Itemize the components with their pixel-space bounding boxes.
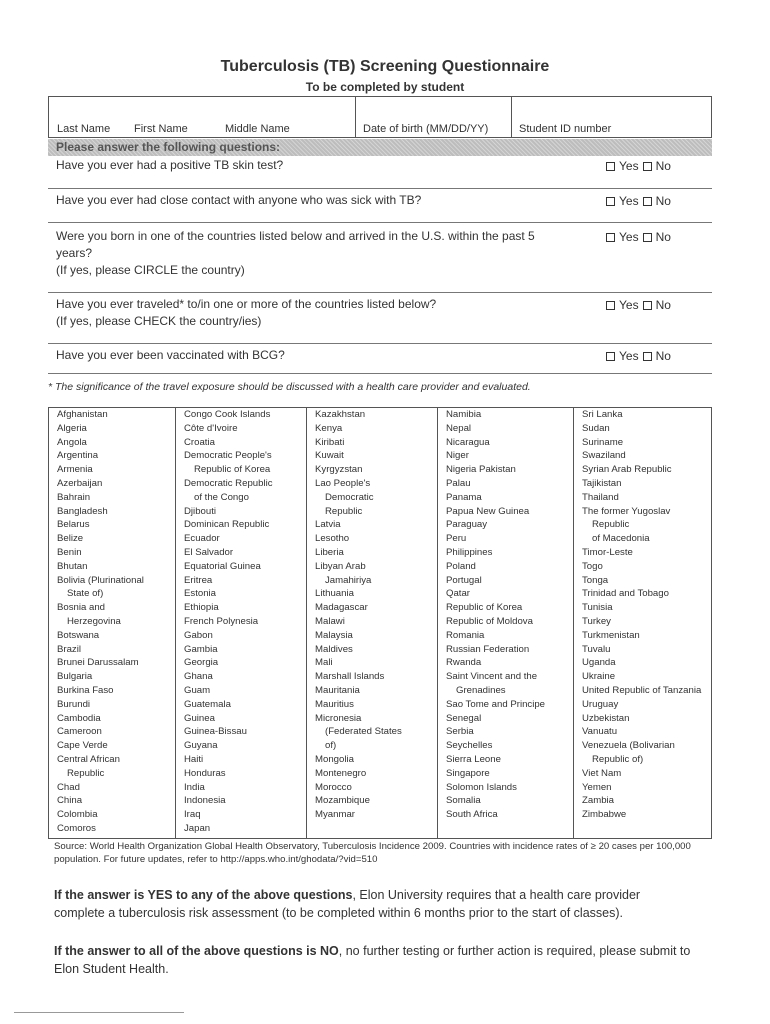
country-item: Maldives [315,643,353,655]
country-item: Republic of Moldova [446,615,533,627]
country-item: Jamahiriya [325,574,372,586]
yes-instructions [54,886,694,922]
country-item: Chad [57,781,80,793]
country-item: Republic of) [592,753,644,765]
country-item: Libyan Arab [315,560,366,572]
country-item: of Macedonia [592,533,650,545]
country-item: Georgia [184,657,219,669]
country-item: Mauritania [315,684,360,696]
country-item: Sao Tome and Principe [446,698,546,710]
country-item: Republic [592,519,630,531]
no-checkbox[interactable] [643,301,652,310]
country-item: Guam [184,684,211,696]
country-item: Mauritius [315,698,354,710]
country-item: Kazakhstan [315,409,366,420]
no-label: No [655,230,671,244]
country-item: Republic of Korea [194,464,271,476]
country-item: Argentina [57,450,99,462]
country-item: Turkey [582,615,611,627]
country-item: Rwanda [446,657,482,669]
country-item: Somalia [446,795,481,807]
country-item: Thailand [582,491,619,503]
country-item: Paraguay [446,519,488,531]
country-item: Japan [184,822,211,834]
country-item: Bulgaria [57,671,93,683]
country-item: Grenadines [456,684,506,696]
country-item: Nigeria Pakistan [446,464,516,476]
country-item: Central African [57,753,120,765]
country-item: Comoros [57,822,96,834]
question-text: Have you ever been vaccinated with BCG? [56,348,285,362]
country-item: Tajikistan [582,477,622,489]
country-item: Indonesia [184,795,226,807]
question-text: (If yes, please CHECK the country/ies) [56,314,262,328]
country-item: Ecuador [184,533,220,545]
divider [48,373,712,374]
country-item: Benin [57,546,82,558]
no-instructions-text: , no further testing or further action is required, please submit to Elon Student Health. [54,944,691,976]
country-item: Seychelles [446,740,493,752]
country-item: Senegal [446,712,482,724]
question-1 [56,157,283,174]
country-item: Nepal [446,422,472,434]
student-info-table [48,96,712,138]
dob-label: Date of birth (MM/DD/YY) [363,123,489,135]
country-item: Lao People's [315,477,371,489]
question-5 [56,347,285,364]
country-item: Guyana [184,740,218,752]
yes-checkbox[interactable] [606,197,615,206]
country-item: Zimbabwe [582,809,627,821]
question-text: Have you ever had close contact with anyone who was sick with TB? [56,193,422,207]
question-text: Have you ever traveled* to/in one or more of the countries listed below? [56,297,437,311]
divider [48,343,712,344]
no-checkbox[interactable] [643,162,652,171]
country-item: Uganda [582,657,616,669]
country-item: Sudan [582,422,610,434]
yes-checkbox[interactable] [606,352,615,361]
country-item: Guinea [184,712,215,724]
country-item: Yemen [582,781,612,793]
country-item: Suriname [582,436,624,448]
country-item: Cape Verde [57,740,108,752]
divider [511,97,512,137]
country-item: Tonga [582,574,609,586]
yes-label: Yes [619,230,639,244]
country-item: Singapore [446,767,490,779]
country-item: Herzegovina [67,615,121,627]
country-item: Romania [446,629,485,641]
yes-checkbox[interactable] [606,301,615,310]
question-3-answer [606,230,671,244]
country-item: Kiribati [315,436,345,448]
country-item: Malaysia [315,629,353,641]
country-item: State of) [67,588,104,600]
question-5-answer [606,349,671,363]
question-text: Have you ever had a positive TB skin test? [56,158,284,172]
country-item: Democratic [325,491,374,503]
country-item: Republic [67,767,105,779]
country-item: Kyrgyzstan [315,464,363,476]
divider [48,222,712,223]
country-item: (Federated States [325,726,402,738]
question-text: years? [56,246,93,260]
question-4 [56,296,436,330]
country-item: Peru [446,533,467,545]
country-item: Algeria [57,422,87,434]
country-item: Latvia [315,519,341,531]
no-label: No [655,298,671,312]
country-item: Tunisia [582,602,613,614]
country-item: Congo Cook Islands [184,409,271,420]
countries-column-5 [573,408,712,838]
country-item: Guinea-Bissau [184,726,247,738]
country-item: Lesotho [315,533,350,545]
country-item: China [57,795,83,807]
country-item: Haiti [184,753,204,765]
section-label: Please answer the following questions: [56,140,281,154]
country-item: Mozambique [315,795,370,807]
middle-name-label: Middle Name [225,123,290,135]
country-item: Guatemala [184,698,231,710]
country-item: Belize [57,533,84,545]
section-header [48,139,712,156]
country-item: Burkina Faso [57,684,114,696]
country-item: Montenegro [315,767,367,779]
question-4-answer [606,298,671,312]
no-instructions-bold: If the answer to all of the above questions is NO [54,944,339,958]
form-title: Tuberculosis (TB) Screening Questionnaire [220,58,550,75]
country-item: Sierra Leone [446,753,501,765]
country-item: Armenia [57,464,93,476]
country-item: Poland [446,560,476,572]
country-item: Panama [446,491,482,503]
country-item: Botswana [57,629,100,641]
country-item: Togo [582,560,603,572]
country-item: Venezuela (Bolivarian [582,740,675,752]
yes-label: Yes [619,194,639,208]
yes-label: Yes [619,159,639,173]
country-item: Uruguay [582,698,619,710]
country-item: The former Yugoslav [582,505,671,517]
country-item: Russian Federation [446,643,530,655]
country-item: Kenya [315,422,343,434]
country-item: Qatar [446,588,470,600]
country-item: Kuwait [315,450,344,462]
country-item: Namibia [446,409,482,420]
footer-line [14,1012,184,1013]
country-item: Democratic People's [184,450,272,462]
country-item: Liberia [315,546,344,558]
first-name-label: First Name [134,123,188,135]
country-item: India [184,781,205,793]
country-item: Marshall Islands [315,671,385,683]
country-item: Mongolia [315,753,354,765]
countries-column-1 [49,408,175,838]
form-subtitle: To be completed by student [305,80,465,94]
country-item: Ukraine [582,671,616,683]
country-item: Timor-Leste [582,546,633,558]
country-item: Djibouti [184,505,216,517]
question-text: (If yes, please CIRCLE the country) [56,263,245,277]
country-item: Serbia [446,726,474,738]
country-item: Iraq [184,809,201,821]
country-item: Bosnia and [57,602,106,614]
country-item: Saint Vincent and the [446,671,538,683]
country-item: Bhutan [57,560,88,572]
country-item: Democratic Republic [184,477,273,489]
country-item: Brunei Darussalam [57,657,139,669]
country-item: Vanuatu [582,726,618,738]
yes-label: Yes [619,298,639,312]
country-item: Dominican Republic [184,519,270,531]
country-item: Papua New Guinea [446,505,530,517]
countries-column-4 [437,408,573,838]
country-item: Ghana [184,671,213,683]
country-item: Cameroon [57,726,102,738]
country-item: Lithuania [315,588,354,600]
divider [355,97,356,137]
question-2 [56,192,421,209]
country-item: Niger [446,450,469,462]
country-item: Bangladesh [57,505,108,517]
country-item: Republic of Korea [446,602,523,614]
country-item: Cambodia [57,712,101,724]
country-item: Croatia [184,436,215,448]
country-item: Republic [325,505,363,517]
country-item: Eritrea [184,574,213,586]
country-item: United Republic of Tanzania [582,684,702,696]
source-note: Source: World Health Organization Global Health Observatory, Tuberculosis Incidence 2009. Countries with incidence rates of ≥ 20 cases per 100,000 population. For future updates, refer to http://apps.who.int/ghodata/?vid=510 [54,841,691,865]
country-item: El Salvador [184,546,234,558]
country-item: of the Congo [194,491,249,503]
divider [48,188,712,189]
country-item: Honduras [184,767,226,779]
country-item: Angola [57,436,87,448]
country-item: Bolivia (Plurinational [57,574,144,586]
country-item: Sri Lanka [582,409,623,420]
country-item: Zambia [582,795,614,807]
country-item: Uzbekistan [582,712,630,724]
yes-checkbox[interactable] [606,233,615,242]
countries-column-3 [306,408,437,838]
country-item: Madagascar [315,602,368,614]
country-item: of) [325,740,337,752]
country-item: French Polynesia [184,615,259,627]
country-item: Micronesia [315,712,362,724]
country-item: Ethiopia [184,602,219,614]
country-item: Morocco [315,781,352,793]
country-item: Myanmar [315,809,355,821]
no-checkbox[interactable] [643,352,652,361]
country-item: Belarus [57,519,90,531]
country-item: Côte d'Ivoire [184,422,238,434]
no-label: No [655,159,671,173]
country-item: Nicaragua [446,436,490,448]
country-item: Malawi [315,615,345,627]
question-text: Were you born in one of the countries listed below and arrived in the U.S. within the past 5 [56,229,535,243]
country-item: Bahrain [57,491,91,503]
country-item: Swaziland [582,450,626,462]
question-3 [56,228,535,279]
no-checkbox[interactable] [643,233,652,242]
country-item: South Africa [446,809,498,821]
country-item: Viet Nam [582,767,622,779]
no-label: No [655,349,671,363]
country-item: Turkmenistan [582,629,640,641]
country-item: Azerbaijan [57,477,103,489]
country-item: Trinidad and Tobago [582,588,669,600]
no-checkbox[interactable] [643,197,652,206]
country-item: Equatorial Guinea [184,560,261,572]
country-item: Gabon [184,629,213,641]
countries-table [48,407,712,839]
yes-checkbox[interactable] [606,162,615,171]
country-item: Tuvalu [582,643,611,655]
country-item: Gambia [184,643,218,655]
question-1-answer [606,159,671,173]
student-id-label: Student ID number [519,123,612,135]
country-item: Philippines [446,546,493,558]
country-item: Mali [315,657,333,669]
yes-instructions-text: , Elon University requires that a health care provider complete a tuberculosis risk assessment (to be completed within 6 months prior to the start of classes). [54,888,641,920]
country-item: Syrian Arab Republic [582,464,672,476]
country-item: Palau [446,477,471,489]
travel-note: * The significance of the travel exposure should be discussed with a health care provider and evaluated. [48,381,531,393]
no-label: No [655,194,671,208]
question-2-answer [606,194,671,208]
yes-label: Yes [619,349,639,363]
country-item: Afghanistan [57,409,108,420]
country-item: Colombia [57,809,98,821]
country-item: Brazil [57,643,81,655]
yes-instructions-bold: If the answer is YES to any of the above questions [54,888,353,902]
countries-column-2 [175,408,306,838]
no-instructions [54,942,694,978]
country-item: Solomon Islands [446,781,517,793]
country-item: Burundi [57,698,91,710]
last-name-label: Last Name [57,123,111,135]
country-item: Portugal [446,574,482,586]
country-item: Estonia [184,588,216,600]
divider [48,292,712,293]
